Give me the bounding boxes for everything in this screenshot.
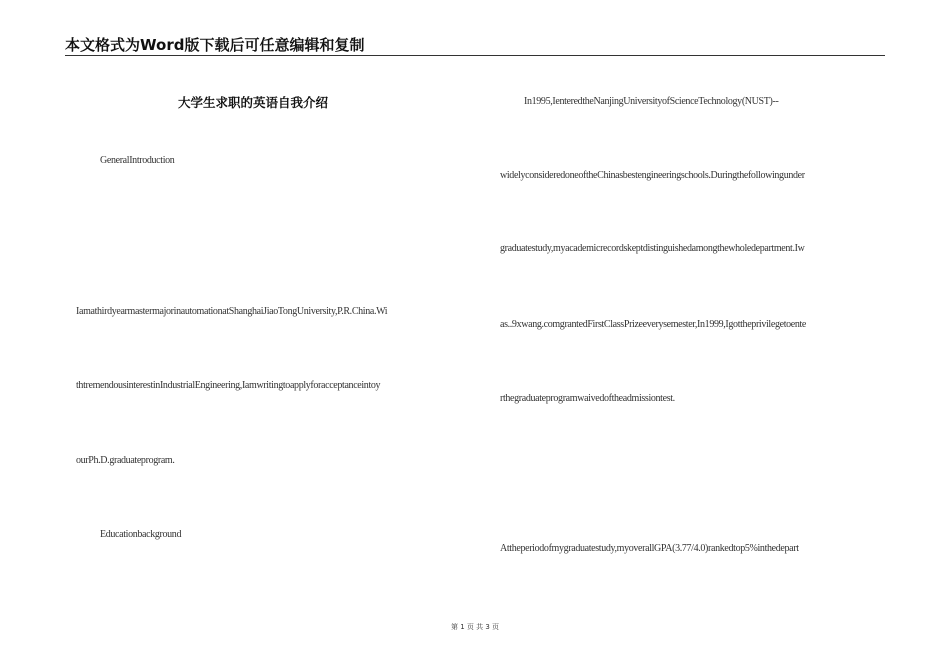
paragraph-line: thtremendousinterestinIndustrialEngineering,Iamwritingtoapplyforacceptanceintoy xyxy=(76,380,381,391)
document-title: 大学生求职的英语自我介绍 xyxy=(178,95,329,110)
paragraph-line: widelyconsideredoneoftheChinasbestengineeringschools.Duringthefollowingunder xyxy=(500,170,805,181)
paragraph-line: as..9xwang.comgrantedFirstClassPrizeeverysemester,In1999,Igottheprivilegetoente xyxy=(500,319,807,330)
page-number: 第 1 页 共 3 页 xyxy=(450,623,500,631)
paragraph-line: Attheperiodofmygraduatestudy,myoverallGPA(3.77/4.0)rankedtop5%inthedepart xyxy=(500,543,799,554)
paragraph-line: ourPh.D.graduateprogram. xyxy=(76,455,175,466)
section-heading-general: GeneralIntroduction xyxy=(100,155,175,166)
section-heading-education: Educationbackground xyxy=(100,529,182,540)
paragraph-line: graduatestudy,myacademicrecordskeptdistinguishedamongthewholedepartment.Iw xyxy=(500,243,805,254)
header-title: 本文格式为Word版下载后可任意编辑和复制 xyxy=(65,36,365,54)
paragraph-line: IamathirdyearmastermajorinautomationatShanghaiJiaoTongUniversity,P.R.China.Wi xyxy=(76,306,388,317)
header-divider xyxy=(65,55,885,56)
paragraph-line: In1995,IenteredtheNanjingUniversityofScienceTechnology(NUST)-- xyxy=(524,96,779,107)
paragraph-line: rthegraduateprogramwaivedoftheadmissiontest. xyxy=(500,393,675,404)
